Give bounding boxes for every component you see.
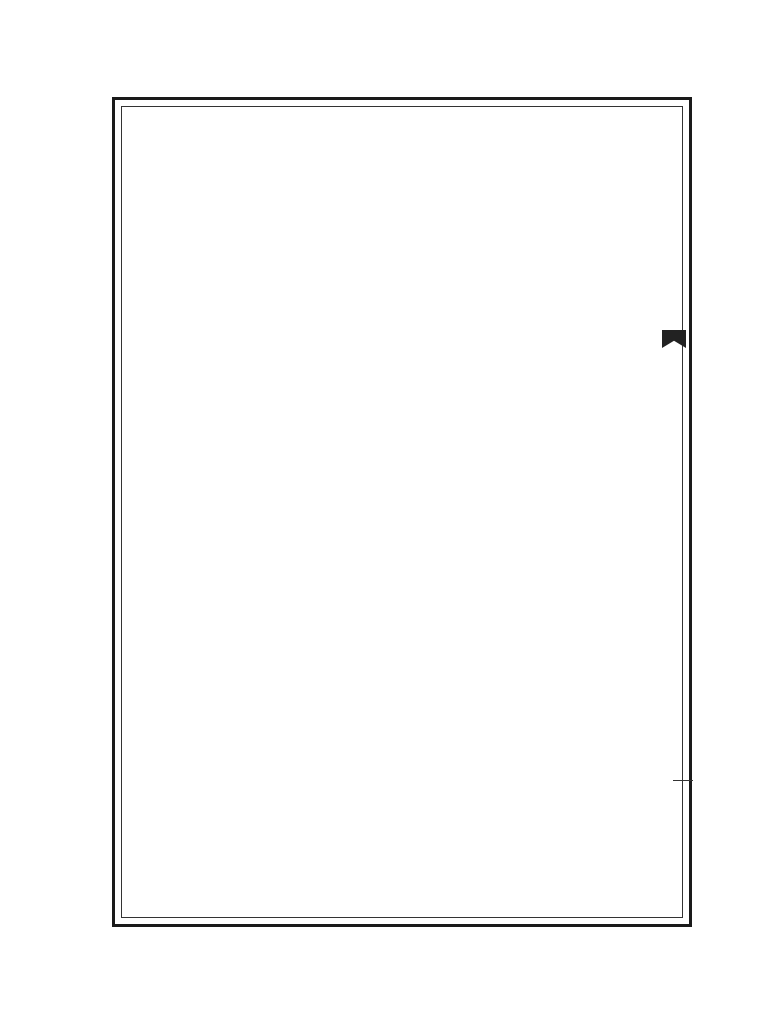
margin-line [673,780,693,781]
inner-border [121,106,683,918]
page-border [112,97,692,927]
book-title [655,104,691,330]
